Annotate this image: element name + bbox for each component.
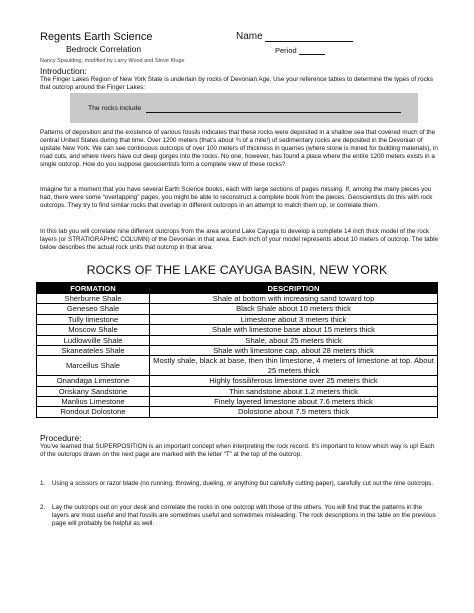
formation-cell: Manlius Limestone <box>37 397 150 407</box>
step-2-text: Lay the outcrops out on your desk and correlate the rocks in one outcrop with those of the others. You will find that the patterns in the layers are most useful and that fossils are sometimes useful and sometimes misleading. The rock descriptions in the table on the previous page will probably be helpful as well. <box>52 504 436 527</box>
formation-cell: Ludlowville Shale <box>37 335 150 345</box>
description-cell: Shale at bottom with increasing sand toward top <box>150 294 438 304</box>
formation-cell: Onandaga Limestone <box>37 376 150 386</box>
step-1-text: Using a scissors or razor blade (no running, throwing, dueling, or anything but carefully cutting paper), carefully cut out the nine outcrops. <box>52 480 434 487</box>
formation-column-header: FORMATION <box>37 283 150 294</box>
description-cell: Shale, about 25 meters thick <box>150 335 438 345</box>
formation-cell: Sherburne Shale <box>37 294 150 304</box>
procedure-text: You’ve learned that SUPERPOSITION is an important concept when interpreting the rock record. It’s important to know which way is up! Each of the outcrops drawn on the next page are marked with the letter “T” at the top of the outcrop. <box>40 443 435 458</box>
description-column-header: DESCRIPTION <box>150 283 438 294</box>
table-row <box>37 346 438 356</box>
table-row <box>37 314 438 324</box>
name-label: Name <box>236 31 263 42</box>
table-row <box>37 376 438 386</box>
formation-cell: Oriskany Sandstone <box>37 386 150 396</box>
rock-formations-table <box>36 282 438 418</box>
table-row <box>37 335 438 345</box>
step-2-number: 2. <box>40 504 46 511</box>
table-row <box>37 356 438 376</box>
description-cell: Limestone about 3 meters thick <box>150 314 438 324</box>
rocks-include-blank-line <box>146 112 401 113</box>
table-row <box>37 407 438 417</box>
table-row <box>37 386 438 396</box>
table-row <box>37 397 438 407</box>
description-cell: Dolostone about 7.5 meters thick <box>150 407 438 417</box>
description-cell: Shale with limestone base about 15 meters thick <box>150 325 438 335</box>
name-field <box>236 31 353 42</box>
rocks-include-label: The rocks include <box>88 105 142 112</box>
worksheet-title: Regents Earth Science <box>40 31 153 43</box>
worksheet-subtitle: Bedrock Correlation <box>66 44 142 54</box>
introduction-heading: Introduction: <box>40 66 87 76</box>
formation-cell: Geneseo Shale <box>37 304 150 314</box>
description-cell: Thin sandstone about 1.2 meters thick <box>150 386 438 396</box>
introduction-text: The Finger Lakes Region of New York State is underlain by rocks of Devonian Age. Use your reference tables to determine the types of rocks that outcrop around the Finger Lakes: <box>40 76 434 91</box>
formation-cell: Skaneateles Shale <box>37 346 150 356</box>
description-cell: Black Shale about 10 meters thick <box>150 304 438 314</box>
paragraph-deposition: Patterns of deposition and the existence of various fossils indicates that these rocks were deposited in a shallow sea that covered much of the central United States during that time. Over 1200 meters (that’s about ¾ of a mile!) of sedimentary rocks are deposited in the Devonian of upstate New York. We can see continuous outcrops of over 100 meters of thickness in quarries (where stone is mined for building materials), in road cuts, and where rivers have cut deep gorges into the rocks. No one, however, has found a place where the entire 1200 meters exists in a single outcrop. How do you suppose geoscientists form a complete view of these rocks? <box>40 129 438 168</box>
paragraph-lab-description: In this lab you will correlate nine different outcrops from the area around Lake Cayuga to develop a complete 14 inch thick model of the rock layers (or STRATIGRAPHIC COLUMN) of the Devonian in that area. Each inch of your model represents about 10 meters of outcrop. The table below describes the actual rock units that outcrop in that area. <box>40 228 439 251</box>
period-blank-line <box>299 47 325 55</box>
table-row <box>37 304 438 314</box>
description-cell: Highly fossiliferous limestone over 25 meters thick <box>150 376 438 386</box>
table-header-row <box>37 283 438 294</box>
step-1-number: 1. <box>40 480 46 487</box>
rocks-include-box <box>70 93 418 123</box>
formation-cell: Marcellus Shale <box>37 356 150 376</box>
rock-table-title: ROCKS OF THE LAKE CAYUGA BASIN, NEW YORK <box>86 263 388 277</box>
formation-cell: Rondout Dolostone <box>37 407 150 417</box>
period-label: Period <box>275 46 297 55</box>
table-row <box>37 294 438 304</box>
description-cell: Mostly shale, black at base, then thin limestone, 4 meters of limestone at top. About 25 meters thick <box>150 356 438 376</box>
name-blank-line <box>265 32 353 42</box>
author-credit: Nancy Spaulding, modified by Larry Wood and Steve Kluge <box>40 58 185 64</box>
formation-cell: Tully limestone <box>37 314 150 324</box>
formation-cell: Moscow Shale <box>37 325 150 335</box>
paragraph-books-analogy: Imagine for a moment that you have several Earth Science books, each with large sections of pages missing. If, among the many pieces you had, there were some “overlapping” pages, you might be able to reconstruct a complete book from the pieces. Geoscientists do this with rock outcrops. They try to find similar rocks that overlap in different outcrops in an attempt to match them up, or correlate them. <box>40 186 433 209</box>
period-field <box>275 46 325 55</box>
description-cell: Finely layered limestone about 7.6 meters thick <box>150 397 438 407</box>
procedure-heading: Procedure: <box>40 433 82 443</box>
table-row <box>37 325 438 335</box>
description-cell: Shale with limestone cap, about 28 meters thick <box>150 346 438 356</box>
